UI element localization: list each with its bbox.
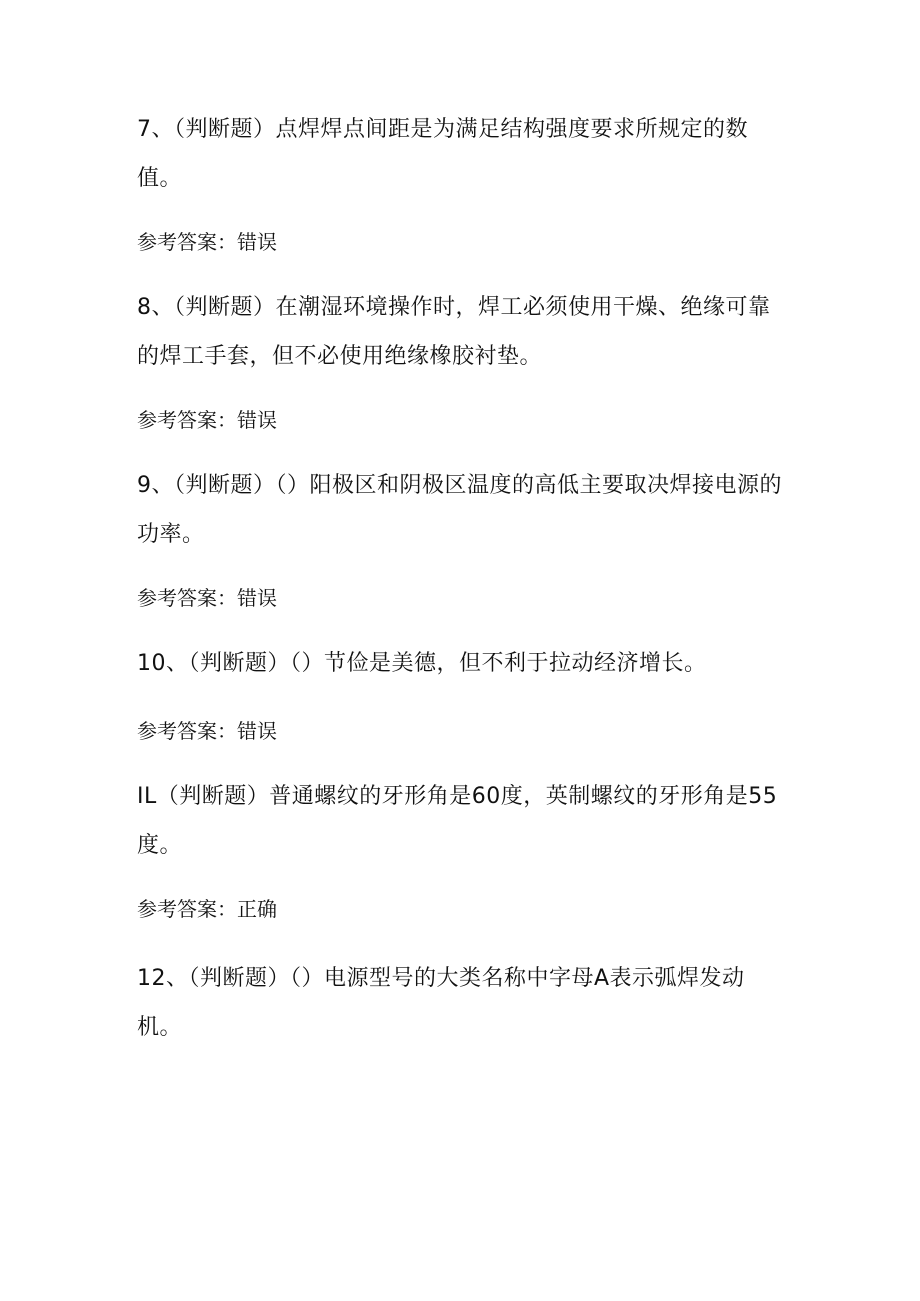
question-7: 7、（判断题）点焊焊点间距是为满足结构强度要求所规定的数值。 [137,117,748,191]
question-9: 9、（判断题）（）阳极区和阴极区温度的高低主要取决焊接电源的功率。 [137,473,782,547]
document-page [137,105,787,1052]
question-12: 12、（判断题）（）电源型号的大类名称中字母A表示弧焊发动机。 [137,966,745,1040]
answer-7: 参考答案：错误 [137,230,277,254]
question-10: 10、（判断题）（）节俭是美德，但不利于拉动经济增长。 [137,651,707,676]
answer-8: 参考答案：错误 [137,408,277,432]
answer-11: 参考答案：正确 [137,897,277,921]
question-8: 8、（判断题）在潮湿环境操作时，焊工必须使用干燥、绝缘可靠的焊工手套，但不必使用绝缘橡胶衬垫。 [137,295,771,369]
answer-9: 参考答案：错误 [137,586,277,610]
question-11: IL（判断题）普通螺纹的牙形角是60度，英制螺纹的牙形角是55度。 [137,784,778,858]
answer-10: 参考答案：错误 [137,719,277,743]
